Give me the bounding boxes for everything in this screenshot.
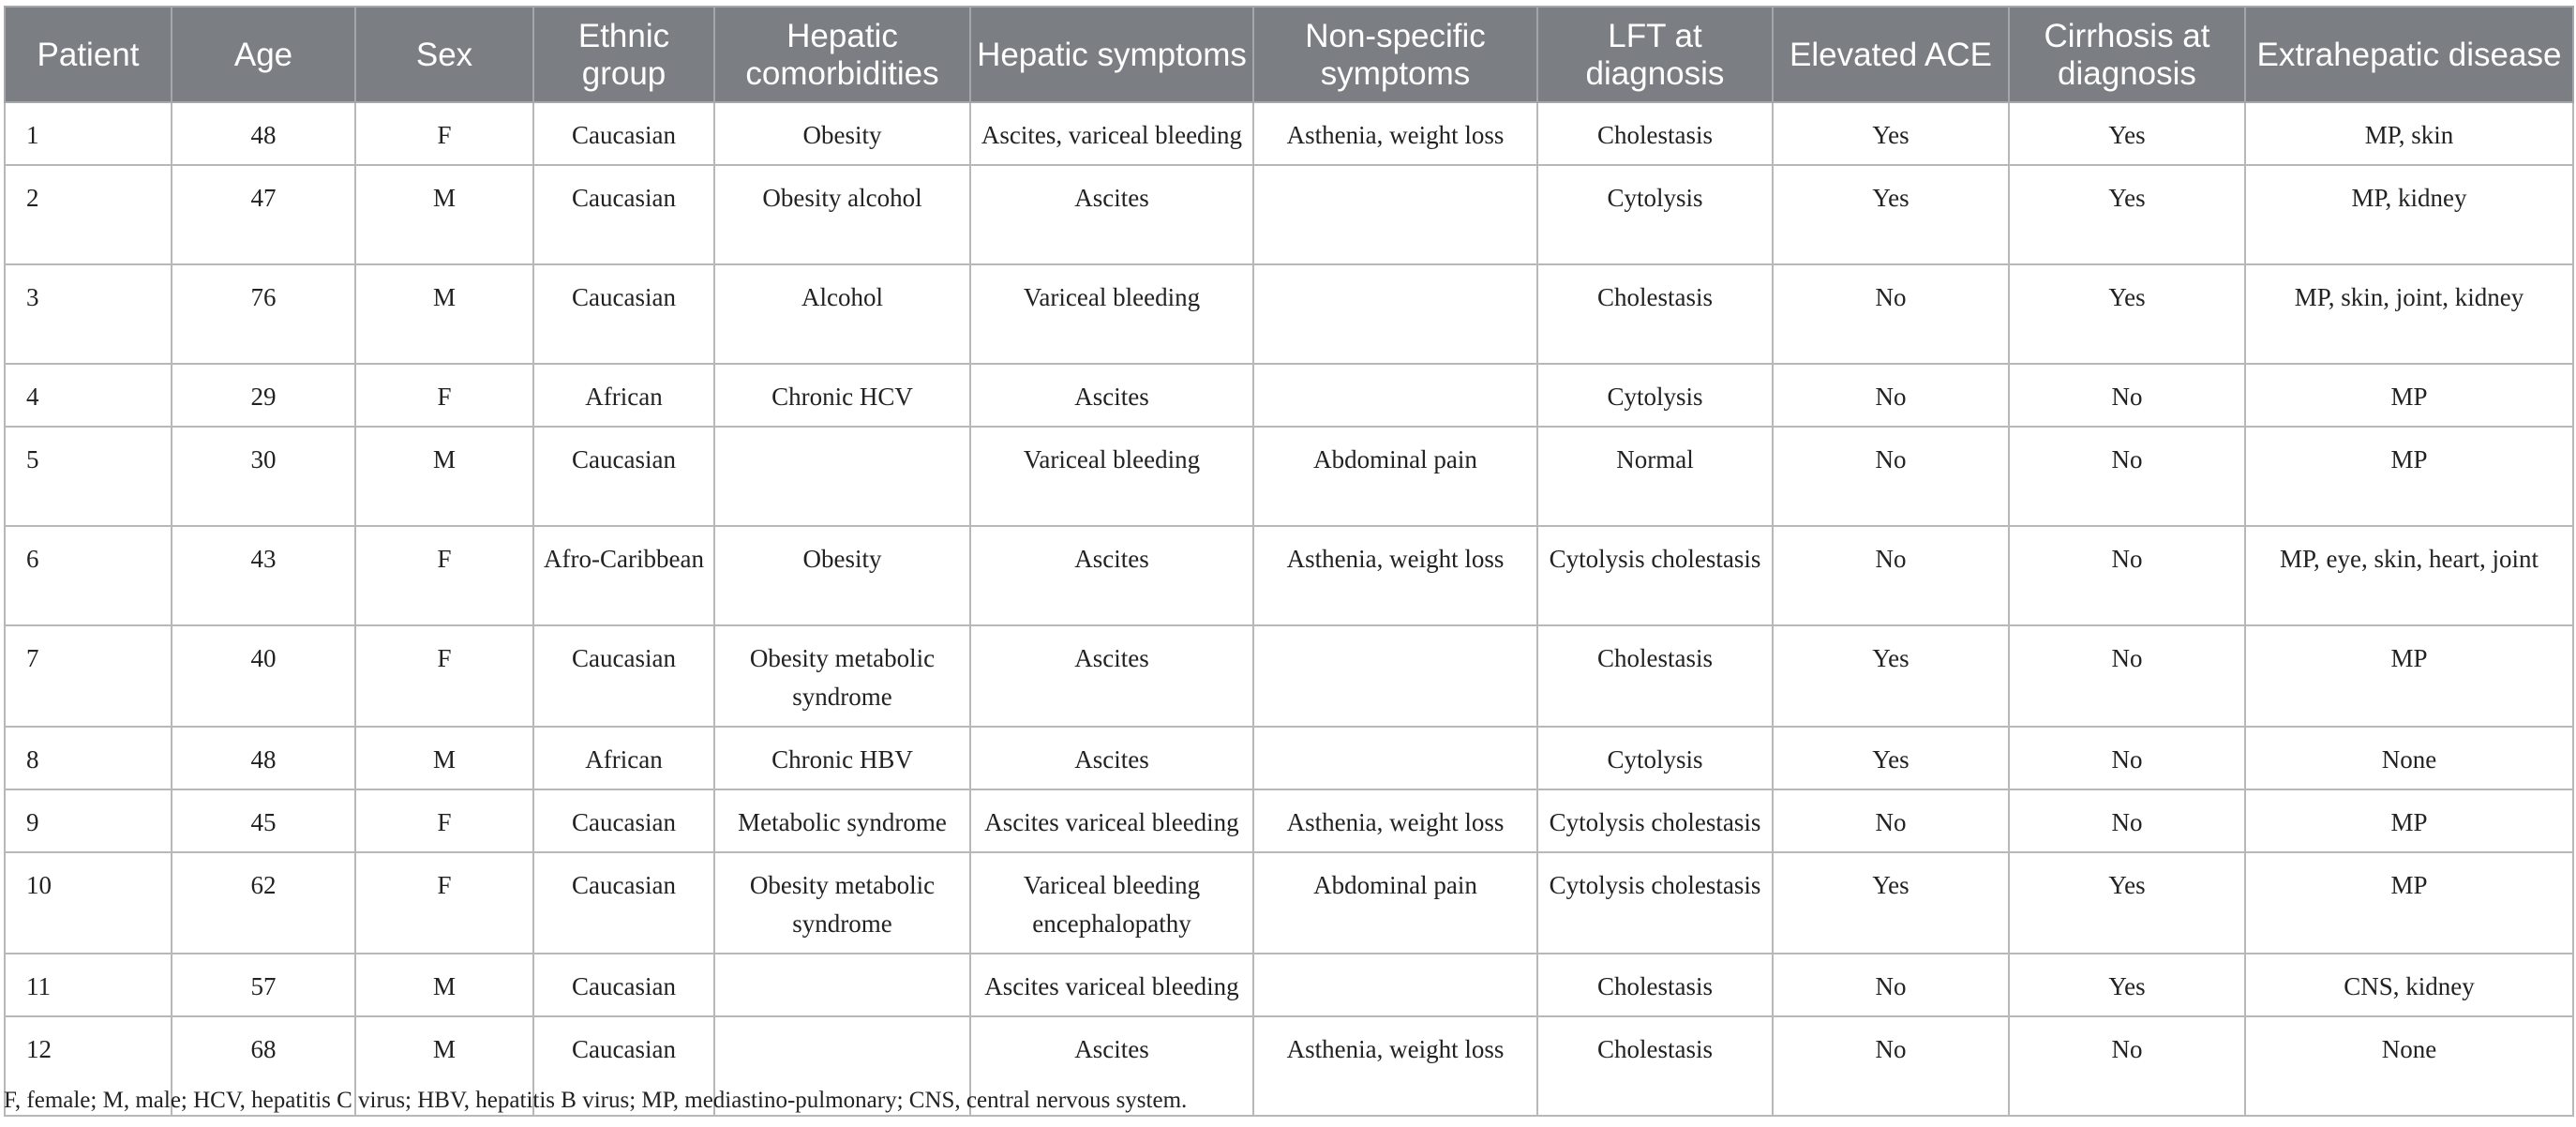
header-lft-at-diagnosis: LFT at diagnosis bbox=[1537, 7, 1773, 102]
cell-lft-at-diagnosis: Cytolysis cholestasis bbox=[1537, 789, 1773, 852]
cell-elevated-ace: No bbox=[1773, 364, 2009, 427]
cell-ethnic-group: Caucasian bbox=[533, 1016, 714, 1116]
cell-extrahepatic-disease: None bbox=[2245, 1016, 2573, 1116]
cell-extrahepatic-disease: MP bbox=[2245, 852, 2573, 954]
cell-hepatic-comorbidities: Obesity alcohol bbox=[714, 165, 970, 264]
table-body bbox=[5, 102, 2573, 1116]
header-hepatic-symptoms: Hepatic symptoms bbox=[970, 7, 1253, 102]
cell-cirrhosis-at-diagnosis: No bbox=[2009, 625, 2245, 727]
cell-non-specific-symptoms bbox=[1253, 165, 1537, 264]
cell-lft-at-diagnosis: Cholestasis bbox=[1537, 102, 1773, 165]
cell-lft-at-diagnosis: Cholestasis bbox=[1537, 625, 1773, 727]
cell-patient: 12 bbox=[5, 1016, 172, 1116]
table-container bbox=[4, 6, 2572, 1117]
cell-hepatic-comorbidities: Obesity bbox=[714, 102, 970, 165]
cell-sex: M bbox=[355, 727, 533, 789]
cell-patient: 2 bbox=[5, 165, 172, 264]
cell-lft-at-diagnosis: Cytolysis cholestasis bbox=[1537, 852, 1773, 954]
cell-hepatic-comorbidities: Obesity metabolic syndrome bbox=[714, 852, 970, 954]
table-row bbox=[5, 427, 2573, 526]
cell-non-specific-symptoms bbox=[1253, 727, 1537, 789]
cell-elevated-ace: Yes bbox=[1773, 625, 2009, 727]
cell-ethnic-group: Caucasian bbox=[533, 165, 714, 264]
table-footnote: F, female; M, male; HCV, hepatitis C virus; HBV, hepatitis B virus; MP, mediastino-pulmonary; CNS, central nervous system. bbox=[4, 1088, 1188, 1113]
cell-hepatic-symptoms: Ascites bbox=[970, 526, 1253, 625]
cell-hepatic-comorbidities: Chronic HCV bbox=[714, 364, 970, 427]
cell-lft-at-diagnosis: Cholestasis bbox=[1537, 1016, 1773, 1116]
cell-hepatic-symptoms: Ascites variceal bleeding bbox=[970, 954, 1253, 1016]
cell-age: 76 bbox=[172, 264, 355, 364]
cell-hepatic-symptoms: Ascites bbox=[970, 1016, 1253, 1116]
cell-cirrhosis-at-diagnosis: No bbox=[2009, 1016, 2245, 1116]
cell-hepatic-comorbidities bbox=[714, 954, 970, 1016]
cell-lft-at-diagnosis: Cytolysis cholestasis bbox=[1537, 526, 1773, 625]
cell-non-specific-symptoms: Abdominal pain bbox=[1253, 427, 1537, 526]
cell-ethnic-group: Caucasian bbox=[533, 264, 714, 364]
cell-extrahepatic-disease: MP, kidney bbox=[2245, 165, 2573, 264]
cell-non-specific-symptoms: Asthenia, weight loss bbox=[1253, 526, 1537, 625]
cell-age: 30 bbox=[172, 427, 355, 526]
cell-hepatic-comorbidities: Obesity bbox=[714, 526, 970, 625]
cell-sex: M bbox=[355, 165, 533, 264]
cell-sex: F bbox=[355, 625, 533, 727]
cell-cirrhosis-at-diagnosis: No bbox=[2009, 789, 2245, 852]
cell-hepatic-comorbidities: Metabolic syndrome bbox=[714, 789, 970, 852]
cell-patient: 7 bbox=[5, 625, 172, 727]
cell-elevated-ace: Yes bbox=[1773, 727, 2009, 789]
table-row bbox=[5, 102, 2573, 165]
cell-patient: 8 bbox=[5, 727, 172, 789]
cell-extrahepatic-disease: MP, skin bbox=[2245, 102, 2573, 165]
cell-lft-at-diagnosis: Normal bbox=[1537, 427, 1773, 526]
table-row bbox=[5, 165, 2573, 264]
table-row bbox=[5, 264, 2573, 364]
cell-sex: M bbox=[355, 1016, 533, 1116]
cell-extrahepatic-disease: CNS, kidney bbox=[2245, 954, 2573, 1016]
cell-non-specific-symptoms: Abdominal pain bbox=[1253, 852, 1537, 954]
cell-patient: 6 bbox=[5, 526, 172, 625]
cell-lft-at-diagnosis: Cytolysis bbox=[1537, 165, 1773, 264]
table-row bbox=[5, 364, 2573, 427]
cell-extrahepatic-disease: MP bbox=[2245, 625, 2573, 727]
cell-hepatic-comorbidities: Alcohol bbox=[714, 264, 970, 364]
cell-elevated-ace: No bbox=[1773, 264, 2009, 364]
cell-extrahepatic-disease: MP bbox=[2245, 364, 2573, 427]
cell-ethnic-group: Caucasian bbox=[533, 789, 714, 852]
cell-hepatic-comorbidities: Chronic HBV bbox=[714, 727, 970, 789]
cell-ethnic-group: African bbox=[533, 727, 714, 789]
cell-hepatic-symptoms: Variceal bleeding bbox=[970, 264, 1253, 364]
cell-elevated-ace: No bbox=[1773, 954, 2009, 1016]
cell-cirrhosis-at-diagnosis: Yes bbox=[2009, 165, 2245, 264]
header-non-specific-symptoms: Non-specific symptoms bbox=[1253, 7, 1537, 102]
cell-extrahepatic-disease: MP, eye, skin, heart, joint bbox=[2245, 526, 2573, 625]
cell-lft-at-diagnosis: Cholestasis bbox=[1537, 954, 1773, 1016]
cell-cirrhosis-at-diagnosis: Yes bbox=[2009, 264, 2245, 364]
cell-ethnic-group: Caucasian bbox=[533, 625, 714, 727]
cell-patient: 10 bbox=[5, 852, 172, 954]
cell-elevated-ace: Yes bbox=[1773, 165, 2009, 264]
cell-ethnic-group: Caucasian bbox=[533, 852, 714, 954]
cell-hepatic-comorbidities bbox=[714, 427, 970, 526]
cell-elevated-ace: No bbox=[1773, 789, 2009, 852]
cell-hepatic-symptoms: Ascites bbox=[970, 165, 1253, 264]
table-row bbox=[5, 625, 2573, 727]
header-ethnic-group: Ethnic group bbox=[533, 7, 714, 102]
cell-patient: 5 bbox=[5, 427, 172, 526]
cell-cirrhosis-at-diagnosis: Yes bbox=[2009, 102, 2245, 165]
cell-sex: M bbox=[355, 954, 533, 1016]
patient-table bbox=[4, 6, 2574, 1117]
cell-age: 45 bbox=[172, 789, 355, 852]
cell-age: 68 bbox=[172, 1016, 355, 1116]
table-row bbox=[5, 852, 2573, 954]
cell-non-specific-symptoms bbox=[1253, 264, 1537, 364]
cell-elevated-ace: Yes bbox=[1773, 852, 2009, 954]
cell-ethnic-group: Caucasian bbox=[533, 102, 714, 165]
cell-sex: M bbox=[355, 264, 533, 364]
header-sex: Sex bbox=[355, 7, 533, 102]
cell-extrahepatic-disease: MP bbox=[2245, 789, 2573, 852]
table-row bbox=[5, 954, 2573, 1016]
cell-sex: F bbox=[355, 852, 533, 954]
cell-age: 48 bbox=[172, 727, 355, 789]
cell-elevated-ace: No bbox=[1773, 526, 2009, 625]
cell-cirrhosis-at-diagnosis: No bbox=[2009, 526, 2245, 625]
cell-extrahepatic-disease: None bbox=[2245, 727, 2573, 789]
cell-non-specific-symptoms: Asthenia, weight loss bbox=[1253, 102, 1537, 165]
cell-ethnic-group: Afro-Caribbean bbox=[533, 526, 714, 625]
cell-cirrhosis-at-diagnosis: Yes bbox=[2009, 954, 2245, 1016]
cell-non-specific-symptoms bbox=[1253, 364, 1537, 427]
table-row bbox=[5, 727, 2573, 789]
cell-elevated-ace: No bbox=[1773, 427, 2009, 526]
cell-patient: 9 bbox=[5, 789, 172, 852]
cell-lft-at-diagnosis: Cholestasis bbox=[1537, 264, 1773, 364]
cell-hepatic-comorbidities: Obesity metabolic syndrome bbox=[714, 625, 970, 727]
cell-hepatic-symptoms: Ascites bbox=[970, 625, 1253, 727]
cell-extrahepatic-disease: MP bbox=[2245, 427, 2573, 526]
cell-hepatic-symptoms: Ascites, variceal bleeding bbox=[970, 102, 1253, 165]
cell-ethnic-group: African bbox=[533, 364, 714, 427]
cell-age: 40 bbox=[172, 625, 355, 727]
table-row bbox=[5, 789, 2573, 852]
cell-sex: F bbox=[355, 526, 533, 625]
cell-non-specific-symptoms bbox=[1253, 625, 1537, 727]
cell-sex: M bbox=[355, 427, 533, 526]
cell-hepatic-symptoms: Variceal bleeding bbox=[970, 427, 1253, 526]
header-age: Age bbox=[172, 7, 355, 102]
cell-sex: F bbox=[355, 364, 533, 427]
cell-lft-at-diagnosis: Cytolysis bbox=[1537, 364, 1773, 427]
header-patient: Patient bbox=[5, 7, 172, 102]
cell-age: 29 bbox=[172, 364, 355, 427]
cell-patient: 11 bbox=[5, 954, 172, 1016]
cell-cirrhosis-at-diagnosis: No bbox=[2009, 427, 2245, 526]
cell-hepatic-symptoms: Variceal bleeding encephalopathy bbox=[970, 852, 1253, 954]
cell-ethnic-group: Caucasian bbox=[533, 427, 714, 526]
header-elevated-ace: Elevated ACE bbox=[1773, 7, 2009, 102]
cell-lft-at-diagnosis: Cytolysis bbox=[1537, 727, 1773, 789]
cell-cirrhosis-at-diagnosis: Yes bbox=[2009, 852, 2245, 954]
table-row bbox=[5, 526, 2573, 625]
cell-age: 47 bbox=[172, 165, 355, 264]
cell-non-specific-symptoms: Asthenia, weight loss bbox=[1253, 1016, 1537, 1116]
cell-ethnic-group: Caucasian bbox=[533, 954, 714, 1016]
cell-sex: F bbox=[355, 789, 533, 852]
cell-non-specific-symptoms bbox=[1253, 954, 1537, 1016]
cell-hepatic-symptoms: Ascites variceal bleeding bbox=[970, 789, 1253, 852]
cell-age: 43 bbox=[172, 526, 355, 625]
cell-elevated-ace: No bbox=[1773, 1016, 2009, 1116]
cell-age: 57 bbox=[172, 954, 355, 1016]
cell-sex: F bbox=[355, 102, 533, 165]
cell-hepatic-symptoms: Ascites bbox=[970, 727, 1253, 789]
header-cirrhosis-at-diagnosis: Cirrhosis at diagnosis bbox=[2009, 7, 2245, 102]
cell-patient: 4 bbox=[5, 364, 172, 427]
header-hepatic-comorbidities: Hepatic comorbidities bbox=[714, 7, 970, 102]
cell-patient: 1 bbox=[5, 102, 172, 165]
cell-patient: 3 bbox=[5, 264, 172, 364]
cell-hepatic-symptoms: Ascites bbox=[970, 364, 1253, 427]
cell-cirrhosis-at-diagnosis: No bbox=[2009, 364, 2245, 427]
cell-extrahepatic-disease: MP, skin, joint, kidney bbox=[2245, 264, 2573, 364]
cell-age: 48 bbox=[172, 102, 355, 165]
cell-elevated-ace: Yes bbox=[1773, 102, 2009, 165]
cell-cirrhosis-at-diagnosis: No bbox=[2009, 727, 2245, 789]
cell-non-specific-symptoms: Asthenia, weight loss bbox=[1253, 789, 1537, 852]
header-row bbox=[5, 7, 2573, 102]
cell-age: 62 bbox=[172, 852, 355, 954]
header-extrahepatic-disease: Extrahepatic disease bbox=[2245, 7, 2573, 102]
